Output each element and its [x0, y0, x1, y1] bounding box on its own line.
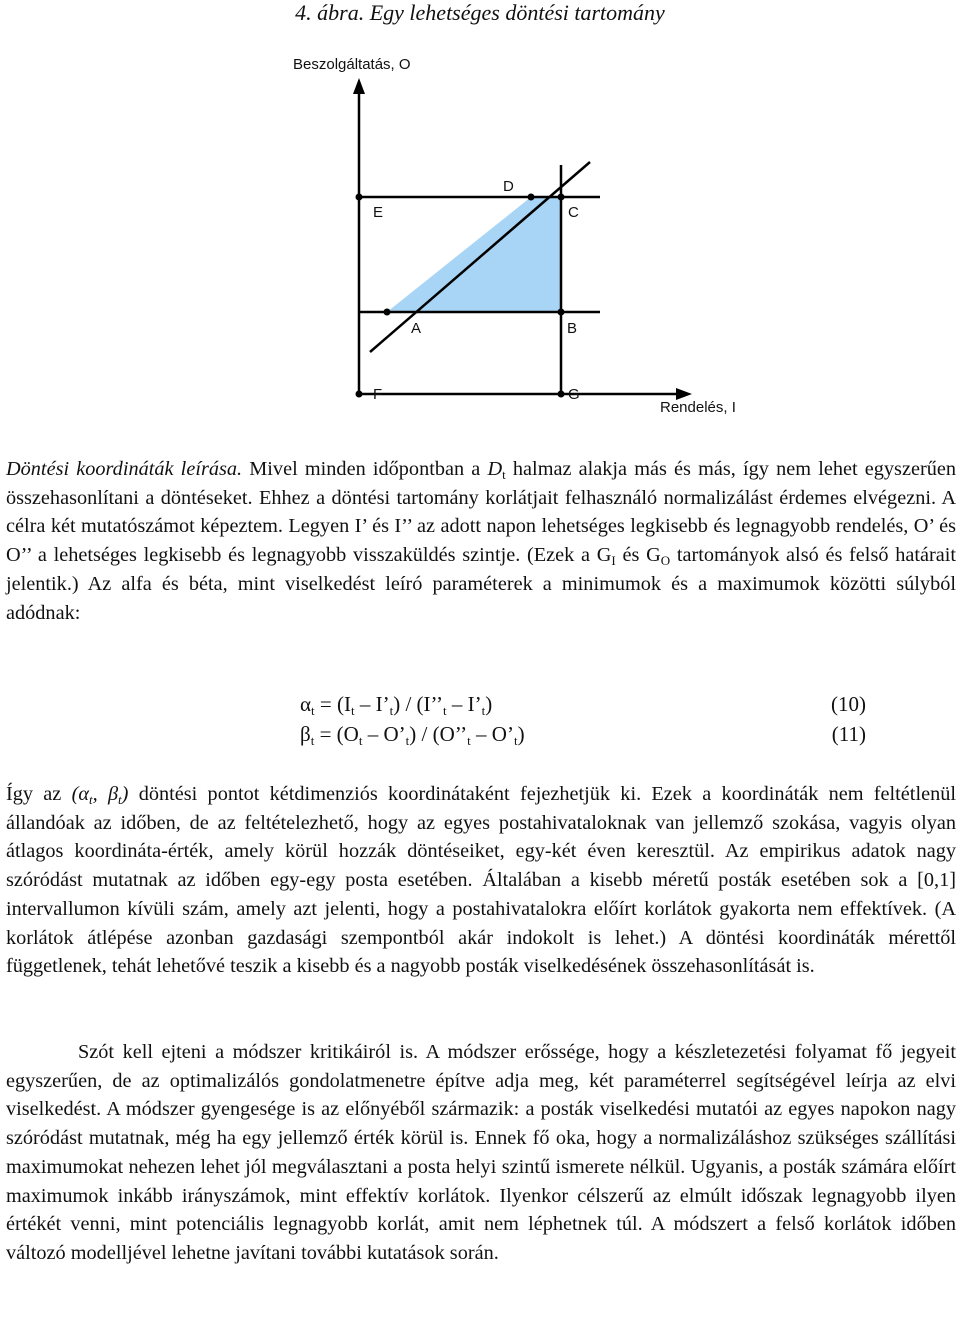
equation-11 — [300, 722, 866, 752]
y-axis-arrow — [353, 78, 365, 94]
x-axis-label: Rendelés, I — [660, 399, 736, 416]
para1-text-2: halmaz alakja más és más, így nem lehet egyszerűen összehasonlítani a döntéseket. Ehhez a döntési tartomány korlátjait felhasználó normalizálást érdemes elvégezni. A célra két mutatószámot képeztem. Legyen I’ és I’’ az adott napon lehetséges legkisebb és legnagyobb rendelés, O’ és O’’ a lehetséges legkisebb és legnagyobb visszaküldés szintje. (Ezek a G — [6, 458, 956, 567]
label-a: A — [411, 320, 422, 337]
point-d-marker — [528, 194, 535, 201]
point-b-marker — [558, 309, 565, 316]
decision-region — [387, 197, 561, 312]
equation-11-number: (11) — [831, 722, 866, 746]
equation-10-number: (10) — [831, 692, 866, 716]
figure-caption: 4. ábra. Egy lehetséges döntési tartomány — [295, 0, 665, 25]
paragraph-criticism: Szót kell ejteni a módszer kritikáiról is. A módszer erőssége, hogy a készletezetési folyamat fő jegyeit egyszerűen, de az optimalizálós gondolatmenetre építve adja meg, két paraméterrel segítségével leírja az elvi viselkedést. A módszer gyengesége is az előnyéből származik: a posták viselkedési mutatói az egyes napokon nagy szóródást mutatnak, még ha egy jellemző érték körül is. Ennek fő oka, hogy a normalizáláshoz szükséges szállítási maximumokat nehezen lehet jól megválasztani a posta helyi szintű ismerete nélkül. Ugyanis, a posták számára előírt maximumok inkább irányszámok, mint effektív korlátok. Ilyenkor célszerű az elmúlt időszak legnagyobb ilyen értékét venni, mint potenciális legnagyobb korlát, amit nem léphetnek túl. A módszert a felső korlátok időben változó modelljével lehetne javítani további kutatások során. — [6, 1041, 956, 1264]
go-sub: O — [660, 553, 671, 569]
para1-text-3: és G — [615, 544, 661, 567]
para1-text-1: Mivel minden időpontban a — [242, 458, 488, 480]
equation-10-formula: $\alpha_t = (I_t$ – $I’_t$) / ($I’’_t$ – $I’_t$) — [300, 692, 493, 718]
set-d-sub: t — [502, 467, 506, 482]
label-g: G — [568, 386, 580, 403]
coordinate-pair: ($\alpha_t$, $\beta_t$) — [71, 783, 129, 807]
point-f-marker — [356, 391, 363, 398]
label-f: F — [373, 386, 383, 403]
label-b: B — [567, 320, 578, 337]
set-d: D — [487, 458, 503, 480]
point-c-marker — [558, 194, 565, 201]
decision-region-diagram — [0, 40, 960, 420]
label-e: E — [373, 204, 384, 221]
paragraph-decision-coordinates — [6, 455, 956, 627]
label-c: C — [568, 204, 579, 221]
para1-text-4: tartományok alsó és felső határait jelentik.) Az alfa és béta, mint viselkedést leíró paraméterek a minimumok és a maximumok közötti súlyból adódnak: — [6, 544, 956, 624]
y-axis-label: Beszolgáltatás, O — [293, 56, 411, 73]
gi-sub: I — [611, 553, 616, 569]
point-a-marker — [384, 309, 391, 316]
paragraph-coordinate-interpretation: Így az ($\alpha_t$, $\beta_t$) döntési pontot kétdimenziós koordinátaként fejezhetjük ki. Ezek a koordináták nem feltétlenül állandóak az időben, de az feltételezhető, hogy az egyes postahivataloknak van jellemző szokása, vagyis olyan átlagos koordináta-érték, amely körül hozzák döntéseiket, egy-két éven keresztül. Az empirikus adatok nagy szóródást mutatnak az időben egy-egy posta esetében. Általában a kisebb méretű posták esetében sok a [0,1] intervallumon kívüli szám, amely azt jelenti, hogy a postahivatalokra előírt korlátok gyakorta nem effektívek. (A korlátok átlépése azonban gazdasági szempontból akár indokolt is lehet.) A döntési koordináták mérettől függetlenek, tehát lehetővé teszik a kisebb és a nagyobb posták viselkedésének összehasonlítását is. — [6, 783, 956, 978]
label-d: D — [503, 178, 514, 195]
paragraph-heading: Döntési koordináták leírása. — [6, 458, 243, 480]
equation-11-formula: $\beta_t = (O_t$ – $O’_t$) / ($O’’_t$ – $O’_t$) — [300, 722, 525, 748]
equation-10 — [300, 692, 866, 722]
point-g-marker — [558, 391, 565, 398]
point-e-marker — [356, 194, 363, 201]
